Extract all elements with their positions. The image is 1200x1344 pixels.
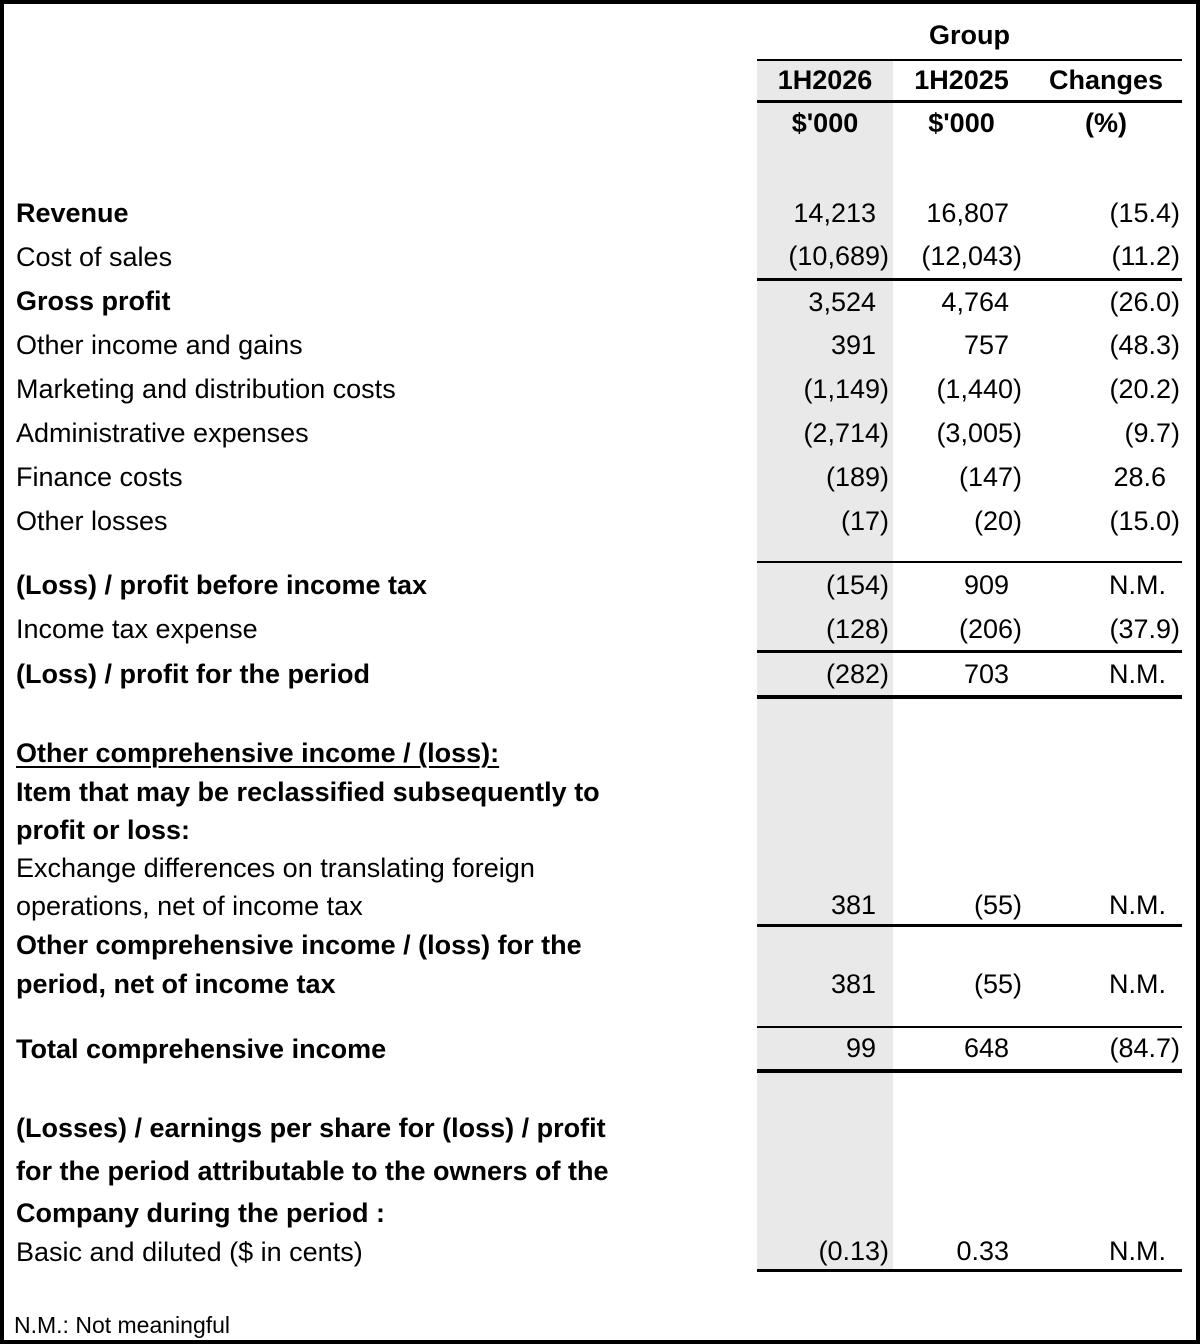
oci-heading-label xyxy=(4,733,757,773)
finance-costs-1h2025: (147) xyxy=(958,461,1022,492)
spacer-changes xyxy=(1030,543,1182,562)
reclassify-line2-label-text: profit or loss: xyxy=(16,814,190,845)
spacer-1h2025 xyxy=(893,1071,1030,1107)
unit-header-1h2025: $'000 xyxy=(928,108,995,139)
exchange-differences-line1-1h2026 xyxy=(757,849,893,887)
spacer-changes xyxy=(1030,1270,1182,1310)
footnote-row xyxy=(4,1310,1182,1340)
finance-costs-1h2026: (189) xyxy=(757,455,893,499)
other-losses-label xyxy=(4,499,757,543)
row-loss-profit-before-income-tax xyxy=(4,562,1182,608)
administrative-expenses-1h2026: (2,714) xyxy=(757,411,893,455)
eps-line3-changes xyxy=(1030,1192,1182,1234)
spacer-1h2025 xyxy=(893,1270,1030,1310)
gross-profit-label-text: Gross profit xyxy=(16,285,171,316)
other-income-and-gains-1h2025: 757 xyxy=(963,329,1009,360)
spacer-label xyxy=(4,144,757,191)
footnote: N.M.: Not meaningful xyxy=(14,1311,231,1338)
oci-for-period-line2-label-text: period, net of income tax xyxy=(16,968,336,999)
spacer-row xyxy=(4,1270,1182,1310)
exchange-differences-line1-1h2025 xyxy=(893,849,1030,887)
reclassify-line1-changes xyxy=(1030,773,1182,811)
reclassify-line2-1h2025 xyxy=(893,811,1030,849)
gross-profit-1h2025: 4,764 xyxy=(941,286,1009,317)
oci-for-period-line1-1h2025 xyxy=(893,925,1030,965)
spacer-1h2026 xyxy=(757,1270,893,1310)
row-total-comprehensive-income xyxy=(4,1027,1182,1071)
oci-heading-label-text: Other comprehensive income / (loss): xyxy=(16,737,500,768)
basic-and-diluted-1h2026: (0.13) xyxy=(757,1234,893,1270)
reclassify-line1-label-text: Item that may be reclassified subsequently to xyxy=(16,776,600,807)
spacer-row xyxy=(4,1003,1182,1027)
oci-for-period-line1-changes xyxy=(1030,925,1182,965)
exchange-differences-line1-changes xyxy=(1030,849,1182,887)
spacer-label xyxy=(4,1003,757,1027)
eps-line3-1h2025 xyxy=(893,1192,1030,1234)
spacer-1h2025 xyxy=(893,1003,1030,1027)
oci-heading-changes xyxy=(1030,733,1182,773)
exchange-differences-line2-label-text: operations, net of income tax xyxy=(16,890,363,921)
spacer-1h2026 xyxy=(757,697,893,733)
unit-header-row xyxy=(4,101,1182,144)
total-comprehensive-income-1h2025: 648 xyxy=(893,1027,1030,1071)
administrative-expenses-label-text: Administrative expenses xyxy=(16,417,309,448)
period-header-row xyxy=(4,60,1182,101)
loss-profit-for-the-period-label-text: (Loss) / profit for the period xyxy=(16,658,370,689)
marketing-and-distribution-costs-1h2026: (1,149) xyxy=(757,367,893,411)
exchange-differences-line1-label-text: Exchange differences on translating foreign xyxy=(16,852,535,883)
marketing-and-distribution-costs-label xyxy=(4,367,757,411)
oci-heading-1h2025 xyxy=(893,733,1030,773)
exchange-differences-line2-1h2026: 381 xyxy=(757,887,893,925)
income-tax-expense-changes: (37.9) xyxy=(1030,608,1182,651)
spacer-row xyxy=(4,1071,1182,1107)
loss-profit-for-the-period-changes: N.M. xyxy=(1030,651,1182,697)
exchange-differences-line2-1h2025: (55) xyxy=(893,887,1030,925)
other-income-and-gains-label-text: Other income and gains xyxy=(16,329,303,360)
eps-line1-label xyxy=(4,1107,757,1150)
group-header: Group xyxy=(757,12,1182,60)
revenue-changes: (15.4) xyxy=(1109,197,1180,228)
other-losses-1h2025: (20) xyxy=(973,505,1022,536)
row-basic-and-diluted xyxy=(4,1234,1182,1270)
finance-costs-label-text: Finance costs xyxy=(16,461,183,492)
revenue-label-text: Revenue xyxy=(16,197,129,228)
loss-profit-for-the-period-label xyxy=(4,651,757,697)
row-marketing-and-distribution-costs xyxy=(4,367,1182,411)
oci-for-period-line2-1h2026: 381 xyxy=(757,965,893,1003)
reclassify-line2-label xyxy=(4,811,757,849)
loss-profit-for-the-period-1h2025: 703 xyxy=(893,651,1030,697)
loss-profit-before-income-tax-label xyxy=(4,562,757,608)
cost-of-sales-1h2026: (10,689) xyxy=(757,235,893,279)
income-tax-expense-1h2026: (128) xyxy=(757,608,893,651)
eps-line3-1h2026 xyxy=(757,1192,893,1234)
total-comprehensive-income-label-text: Total comprehensive income xyxy=(16,1033,387,1064)
row-loss-profit-for-the-period xyxy=(4,651,1182,697)
income-statement-table xyxy=(4,12,1182,1340)
exchange-differences-line1-label xyxy=(4,849,757,887)
spacer-changes xyxy=(1030,1003,1182,1027)
oci-for-period-line1-label-text: Other comprehensive income / (loss) for the xyxy=(16,929,582,960)
oci-for-period-line2-changes: N.M. xyxy=(1109,968,1166,999)
total-comprehensive-income-changes: (84.7) xyxy=(1030,1027,1182,1071)
row-oci-heading xyxy=(4,733,1182,773)
unit-header-spacer-cell xyxy=(4,101,757,144)
column-header-1h2026: 1H2026 xyxy=(757,60,893,101)
eps-line2-1h2025 xyxy=(893,1150,1030,1192)
row-cost-of-sales xyxy=(4,235,1182,279)
loss-profit-before-income-tax-changes: N.M. xyxy=(1109,570,1166,601)
row-other-losses xyxy=(4,499,1182,543)
administrative-expenses-label xyxy=(4,411,757,455)
revenue-1h2025: 16,807 xyxy=(926,197,1009,228)
marketing-and-distribution-costs-1h2025: (1,440) xyxy=(936,373,1022,404)
basic-and-diluted-1h2025: 0.33 xyxy=(893,1234,1030,1270)
row-gross-profit xyxy=(4,279,1182,323)
spacer-label xyxy=(4,1270,757,1310)
spacer-changes xyxy=(1030,1071,1182,1107)
reclassify-line2-changes xyxy=(1030,811,1182,849)
basic-and-diluted-changes: N.M. xyxy=(1030,1234,1182,1270)
administrative-expenses-1h2025: (3,005) xyxy=(936,417,1022,448)
marketing-and-distribution-costs-label-text: Marketing and distribution costs xyxy=(16,373,396,404)
column-header-changes: Changes xyxy=(1030,60,1182,101)
total-comprehensive-income-label xyxy=(4,1027,757,1071)
spacer-1h2025 xyxy=(893,543,1030,562)
spacer-label xyxy=(4,697,757,733)
table-body xyxy=(4,144,1182,1310)
oci-for-period-line1-1h2026 xyxy=(757,925,893,965)
row-eps-line1 xyxy=(4,1107,1182,1150)
spacer-1h2025 xyxy=(893,697,1030,733)
reclassify-line2-1h2026 xyxy=(757,811,893,849)
reclassify-line1-1h2026 xyxy=(757,773,893,811)
spacer-row xyxy=(4,543,1182,562)
cost-of-sales-changes: (11.2) xyxy=(1030,235,1182,279)
eps-line3-label-text: Company during the period : xyxy=(16,1197,385,1228)
oci-for-period-line2-label xyxy=(4,965,757,1003)
reclassify-line1-1h2025 xyxy=(893,773,1030,811)
cost-of-sales-label xyxy=(4,235,757,279)
reclassify-line1-label xyxy=(4,773,757,811)
row-finance-costs xyxy=(4,455,1182,499)
marketing-and-distribution-costs-changes: (20.2) xyxy=(1109,373,1180,404)
other-income-and-gains-label xyxy=(4,323,757,367)
eps-line1-1h2026 xyxy=(757,1107,893,1150)
row-revenue xyxy=(4,191,1182,235)
column-header-1h2025: 1H2025 xyxy=(893,60,1030,101)
other-income-and-gains-changes: (48.3) xyxy=(1109,329,1180,360)
row-reclassify-line1 xyxy=(4,773,1182,811)
gross-profit-changes: (26.0) xyxy=(1109,286,1180,317)
row-exchange-differences-line2 xyxy=(4,887,1182,925)
gross-profit-1h2026: 3,524 xyxy=(757,279,893,323)
spacer-changes xyxy=(1030,144,1182,191)
row-oci-for-period-line2 xyxy=(4,965,1182,1003)
revenue-1h2026: 14,213 xyxy=(757,191,893,235)
exchange-differences-line2-label xyxy=(4,887,757,925)
eps-line2-label xyxy=(4,1150,757,1192)
income-tax-expense-label xyxy=(4,608,757,651)
spacer-label xyxy=(4,543,757,562)
basic-and-diluted-label xyxy=(4,1234,757,1270)
other-losses-1h2026: (17) xyxy=(757,499,893,543)
loss-profit-for-the-period-1h2026: (282) xyxy=(757,651,893,697)
spacer-1h2026 xyxy=(757,144,893,191)
eps-line1-changes xyxy=(1030,1107,1182,1150)
total-comprehensive-income-1h2026: 99 xyxy=(757,1027,893,1071)
spacer-1h2025 xyxy=(893,144,1030,191)
oci-for-period-line1-label xyxy=(4,925,757,965)
revenue-label xyxy=(4,191,757,235)
unit-header-changes: (%) xyxy=(1085,108,1127,139)
row-reclassify-line2 xyxy=(4,811,1182,849)
row-eps-line3 xyxy=(4,1192,1182,1234)
spacer-label xyxy=(4,1071,757,1107)
eps-line2-label-text: for the period attributable to the owners of the xyxy=(16,1155,609,1186)
oci-heading-1h2026 xyxy=(757,733,893,773)
cost-of-sales-label-text: Cost of sales xyxy=(16,241,173,272)
unit-header-1h2026: $'000 xyxy=(757,101,893,144)
group-header-row xyxy=(4,12,1182,60)
finance-costs-changes: 28.6 xyxy=(1113,461,1166,492)
loss-profit-before-income-tax-1h2026: (154) xyxy=(757,562,893,608)
eps-line3-label xyxy=(4,1192,757,1234)
row-income-tax-expense xyxy=(4,608,1182,651)
spacer-changes xyxy=(1030,697,1182,733)
spacer-1h2026 xyxy=(757,1071,893,1107)
eps-line2-changes xyxy=(1030,1150,1182,1192)
spacer-row xyxy=(4,697,1182,733)
income-tax-expense-label-text: Income tax expense xyxy=(16,614,258,645)
basic-and-diluted-label-text: Basic and diluted ($ in cents) xyxy=(16,1236,363,1267)
row-administrative-expenses xyxy=(4,411,1182,455)
eps-line2-1h2026 xyxy=(757,1150,893,1192)
group-header-spacer-cell xyxy=(4,12,757,60)
finance-costs-label xyxy=(4,455,757,499)
eps-line1-label-text: (Losses) / earnings per share for (loss) / profit xyxy=(16,1113,606,1144)
other-losses-label-text: Other losses xyxy=(16,505,168,536)
row-other-income-and-gains xyxy=(4,323,1182,367)
administrative-expenses-changes: (9.7) xyxy=(1124,417,1180,448)
row-eps-line2 xyxy=(4,1150,1182,1192)
exchange-differences-line2-changes: N.M. xyxy=(1030,887,1182,925)
spacer-1h2026 xyxy=(757,543,893,562)
gross-profit-label xyxy=(4,279,757,323)
loss-profit-before-income-tax-label-text: (Loss) / profit before income tax xyxy=(16,569,428,600)
period-header-spacer-cell xyxy=(4,60,757,101)
cost-of-sales-1h2025: (12,043) xyxy=(893,235,1030,279)
spacer-row xyxy=(4,144,1182,191)
row-exchange-differences-line1 xyxy=(4,849,1182,887)
income-tax-expense-1h2025: (206) xyxy=(893,608,1030,651)
spacer-1h2026 xyxy=(757,1003,893,1027)
eps-line1-1h2025 xyxy=(893,1107,1030,1150)
row-oci-for-period-line1 xyxy=(4,925,1182,965)
other-losses-changes: (15.0) xyxy=(1109,505,1180,536)
oci-for-period-line2-1h2025: (55) xyxy=(973,968,1022,999)
loss-profit-before-income-tax-1h2025: 909 xyxy=(963,570,1009,601)
other-income-and-gains-1h2026: 391 xyxy=(757,323,893,367)
